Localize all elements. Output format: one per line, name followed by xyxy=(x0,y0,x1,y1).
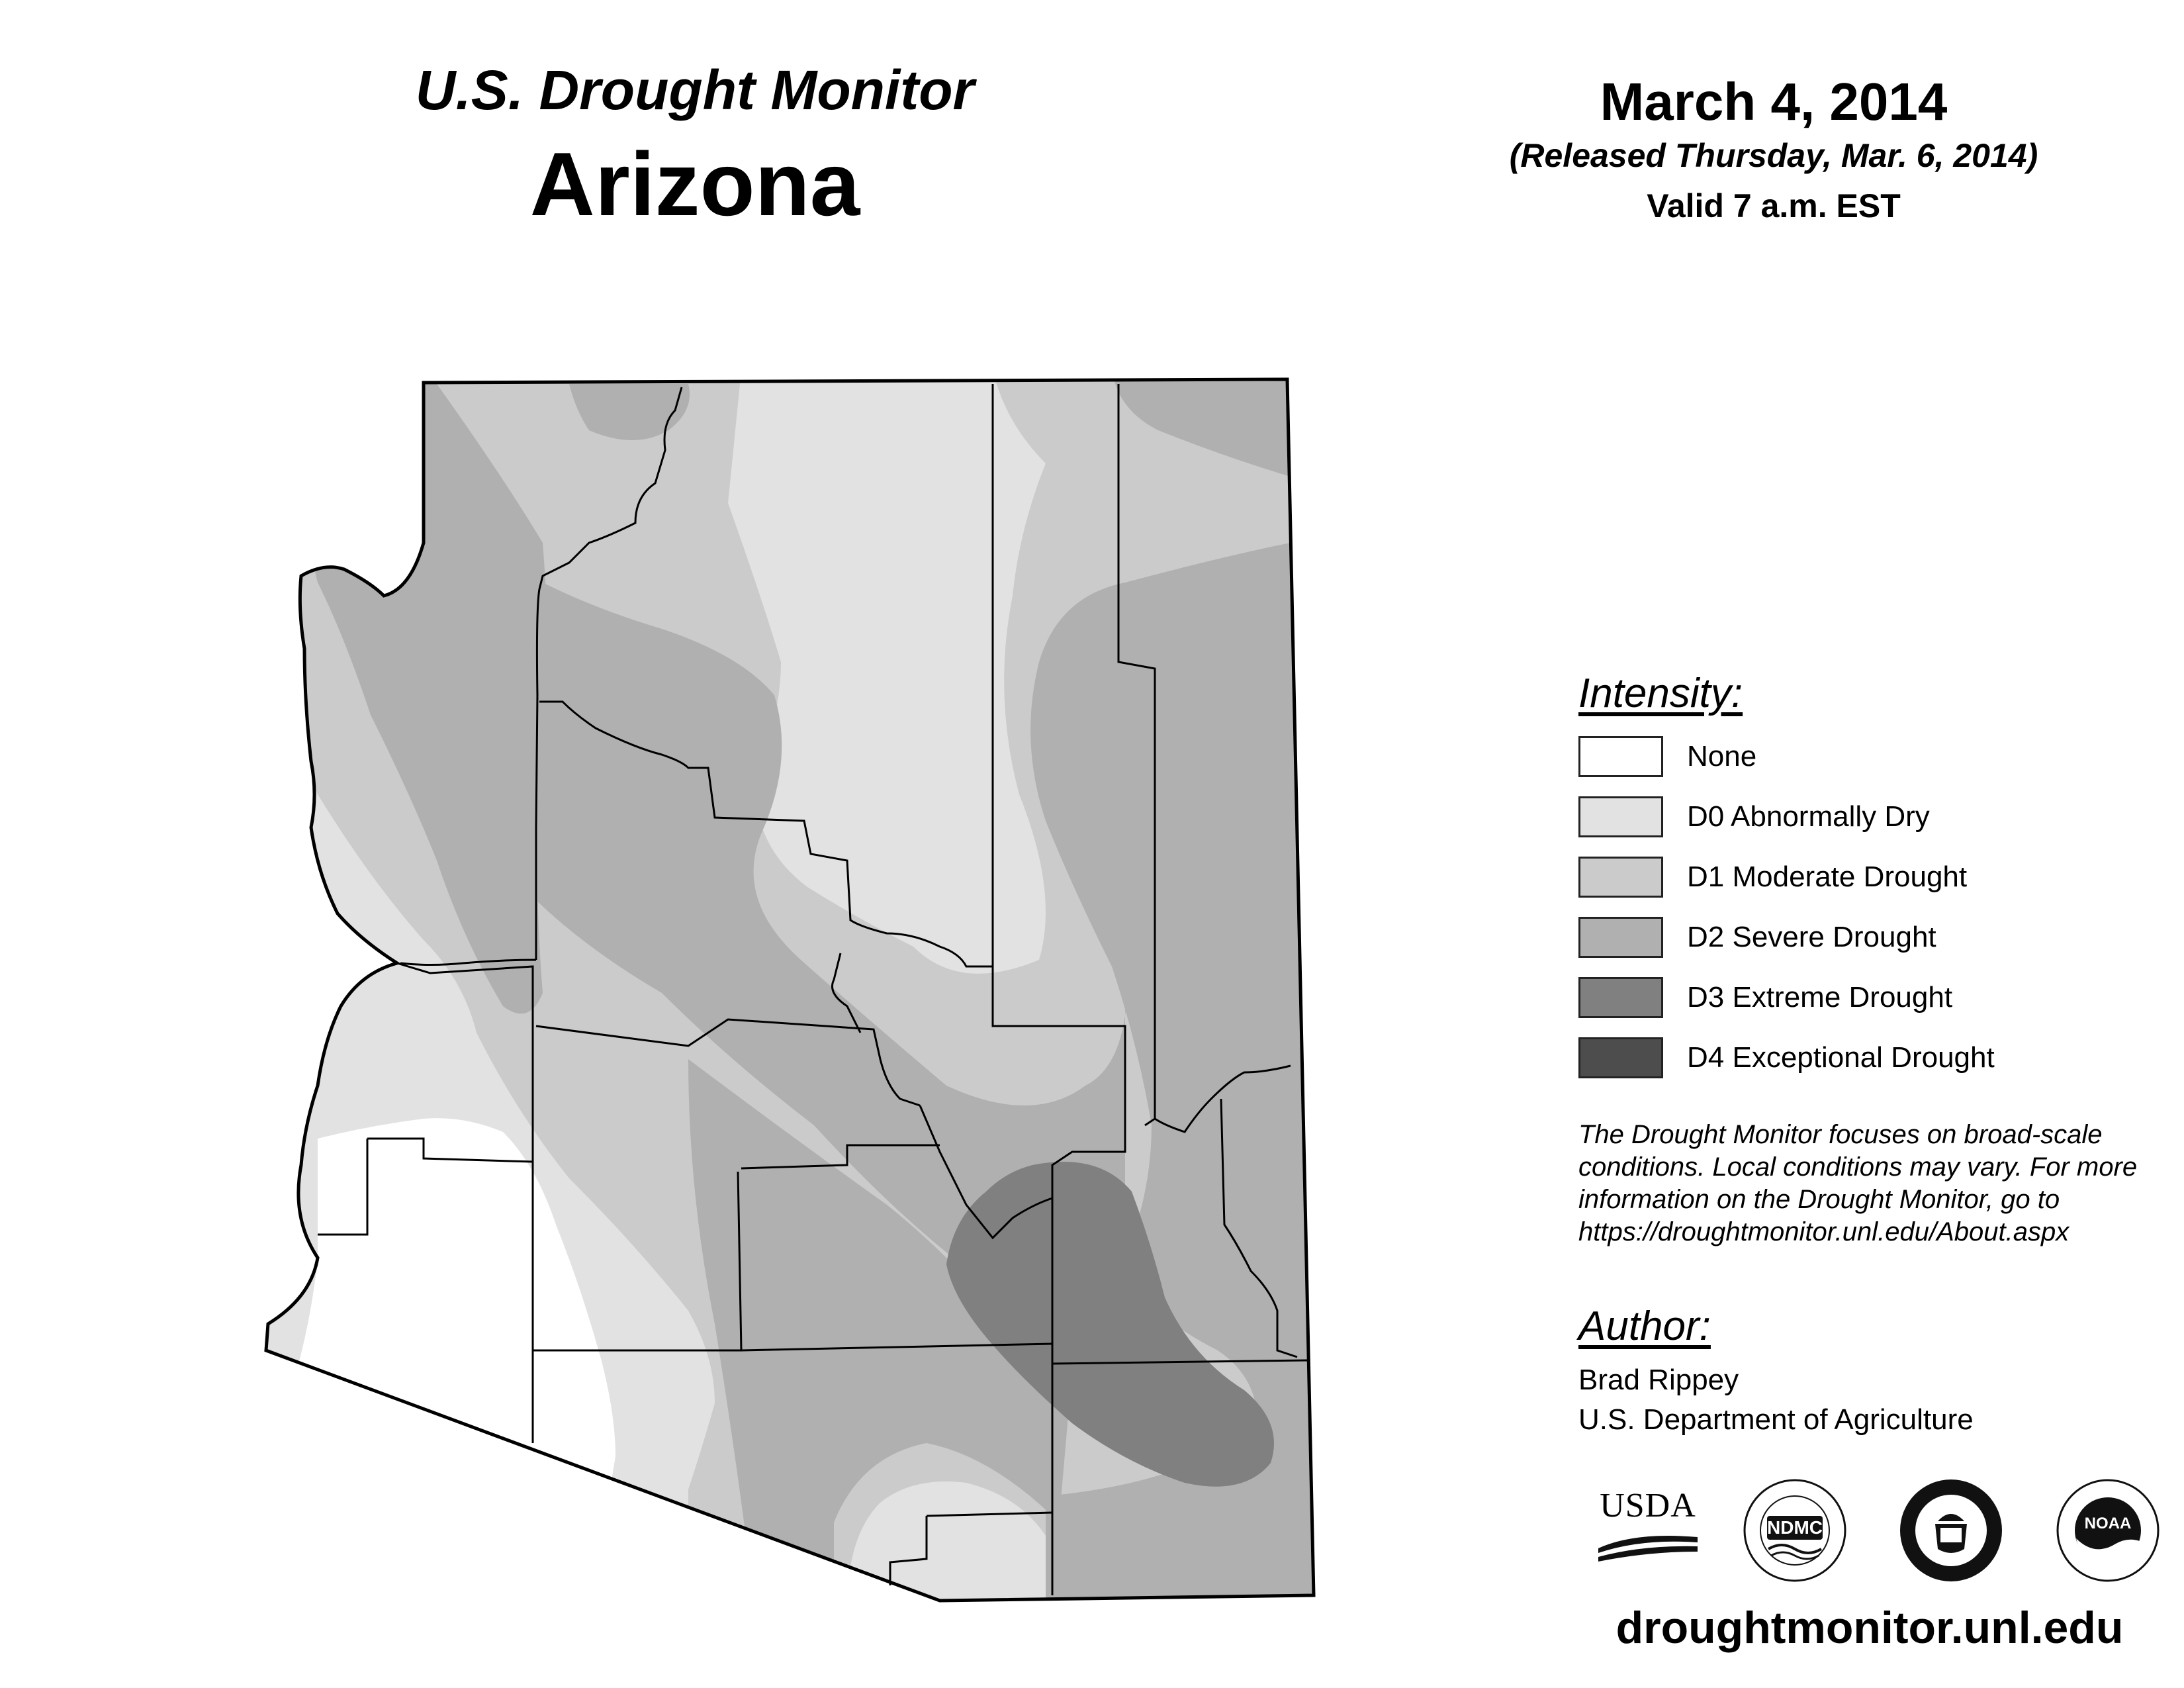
usda-logo xyxy=(1595,1486,1701,1566)
legend-swatch-d3 xyxy=(1578,977,1663,1018)
legend-item-d0 xyxy=(1578,795,1930,839)
commerce-seal-icon xyxy=(1898,1477,2004,1583)
valid-time: Valid 7 a.m. EST xyxy=(1647,187,1901,224)
legend-item-d2 xyxy=(1578,915,1936,959)
author-org: U.S. Department of Agriculture xyxy=(1578,1403,1974,1436)
legend-label-d0: D0 Abnormally Dry xyxy=(1687,800,1930,833)
legend-item-d1 xyxy=(1578,855,1967,899)
legend-swatch-d0 xyxy=(1578,796,1663,837)
noaa-logo-text: NOAA xyxy=(2084,1515,2132,1532)
legend-label-d1: D1 Moderate Drought xyxy=(1687,861,1968,893)
legend-item-none xyxy=(1578,735,1756,778)
legend-swatch-d2 xyxy=(1578,917,1663,958)
legend-label-d4: D4 Exceptional Drought xyxy=(1687,1041,1995,1074)
note-line-1: The Drought Monitor focuses on broad-scale xyxy=(1578,1120,2103,1149)
legend-label-d2: D2 Severe Drought xyxy=(1687,921,1936,953)
drought-monitor-note xyxy=(1578,1119,2174,1248)
usda-logo-hills xyxy=(1595,1525,1701,1565)
legend-item-d3 xyxy=(1578,976,1952,1019)
legend-label-d3: D3 Extreme Drought xyxy=(1687,981,1953,1013)
ndmc-logo-text: NDMC xyxy=(1767,1517,1823,1538)
author-name: Brad Rippey xyxy=(1578,1364,1739,1396)
author-heading: Author: xyxy=(1578,1303,1711,1349)
legend-label-none: None xyxy=(1687,740,1757,773)
legend xyxy=(1578,735,2108,1105)
note-line-3: information on the Drought Monitor, go to xyxy=(1578,1185,2060,1214)
legend-swatch-d1 xyxy=(1578,857,1663,898)
department-of-commerce-seal xyxy=(1898,1477,2004,1583)
note-line-2: conditions. Local conditions may vary. For more xyxy=(1578,1152,2138,1182)
website-link[interactable]: droughtmonitor.unl.edu xyxy=(1615,1603,2124,1653)
drought-zones xyxy=(232,357,1357,1628)
legend-swatch-d4 xyxy=(1578,1037,1663,1078)
release-date: (Released Thursday, Mar. 6, 2014) xyxy=(1509,137,2038,174)
note-url[interactable]: https://droughtmonitor.unl.edu/About.aspx xyxy=(1578,1217,2070,1246)
map-state-title: Arizona xyxy=(529,134,860,234)
noaa-logo xyxy=(2055,1477,2161,1583)
usda-logo-text: USDA xyxy=(1600,1487,1696,1524)
ndmc-logo xyxy=(1742,1477,1848,1583)
map-product-title: U.S. Drought Monitor xyxy=(415,59,975,121)
map-date: March 4, 2014 xyxy=(1600,72,1948,131)
legend-heading: Intensity: xyxy=(1578,671,1743,716)
legend-item-d4 xyxy=(1578,1036,1995,1080)
legend-swatch-none xyxy=(1578,736,1663,777)
